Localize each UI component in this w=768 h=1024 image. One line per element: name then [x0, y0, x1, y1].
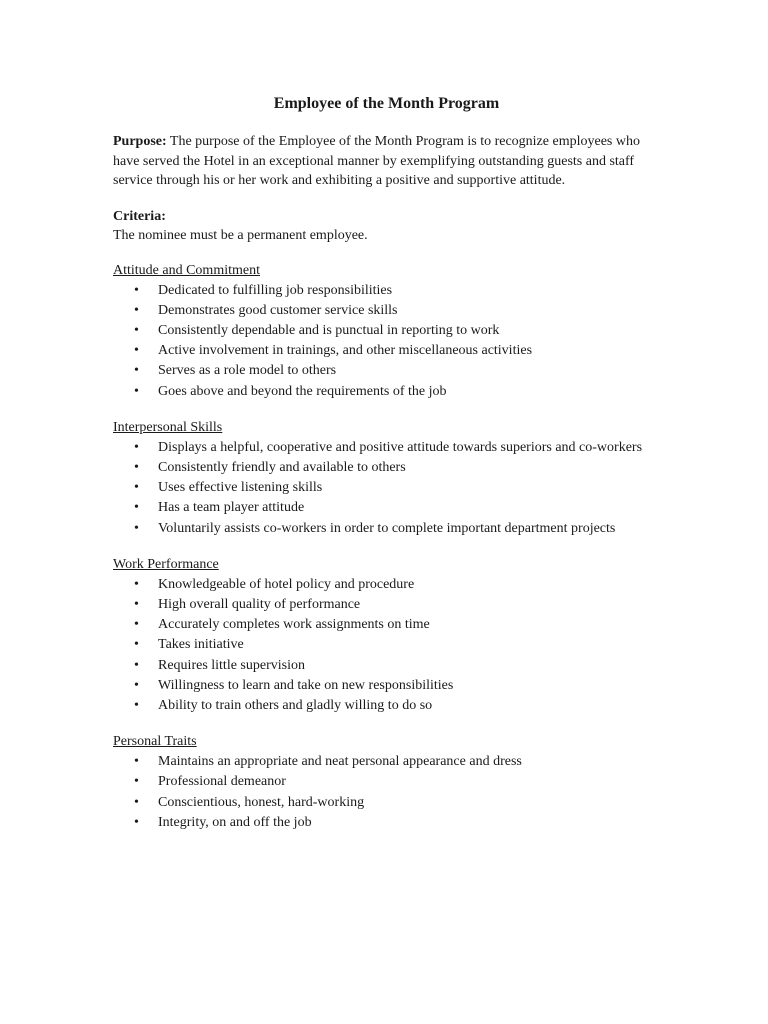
bullet-list	[113, 281, 658, 402]
list-item	[113, 595, 658, 615]
bullet-icon: •	[134, 576, 139, 592]
list-item-text: Dedicated to fulfilling job responsibilities	[158, 282, 393, 298]
list-item-text: Consistently friendly and available to others	[158, 459, 406, 475]
section-heading: Work Performance	[113, 556, 219, 572]
bullet-list	[113, 575, 658, 716]
list-item	[113, 281, 658, 301]
list-item	[113, 321, 658, 341]
list-item	[113, 615, 658, 635]
bullet-icon: •	[134, 520, 139, 536]
criteria-label: Criteria:	[113, 208, 166, 224]
list-item	[113, 696, 658, 716]
bullet-icon: •	[134, 754, 139, 770]
list-item	[113, 813, 658, 833]
bullet-icon: •	[134, 617, 139, 633]
purpose-text: The purpose of the Employee of the Month Program is to recognize employees who have served the Hotel in an exceptional manner by exemplifying outstanding guests and staff service through his or her work and exhibiting a positive and supportive attitude.	[113, 134, 640, 188]
bullet-icon: •	[134, 794, 139, 810]
section-interpersonal-skills	[113, 418, 658, 539]
list-item-text: Demonstrates good customer service skills	[158, 302, 398, 318]
section-work-performance	[113, 555, 658, 716]
list-item	[113, 301, 658, 321]
list-item	[113, 575, 658, 595]
list-item-text: Goes above and beyond the requirements of the job	[158, 383, 447, 399]
section-attitude-and-commitment	[113, 261, 658, 402]
list-item	[113, 635, 658, 655]
bullet-icon: •	[134, 637, 139, 653]
bullet-icon: •	[134, 677, 139, 693]
list-item-text: Takes initiative	[158, 637, 244, 653]
bullet-icon: •	[134, 596, 139, 612]
list-item-text: Maintains an appropriate and neat personal appearance and dress	[158, 754, 522, 770]
list-item-text: Consistently dependable and is punctual in reporting to work	[158, 322, 500, 338]
bullet-icon: •	[134, 657, 139, 673]
list-item	[113, 341, 658, 361]
purpose-label: Purpose:	[113, 134, 167, 149]
list-item	[113, 793, 658, 813]
list-item-text: Integrity, on and off the job	[158, 814, 312, 830]
list-item-text: High overall quality of performance	[158, 596, 361, 612]
list-item	[113, 478, 658, 498]
list-item-text: Accurately completes work assignments on time	[158, 617, 430, 633]
list-item-text: Uses effective listening skills	[158, 480, 323, 496]
bullet-icon: •	[134, 697, 139, 713]
bullet-icon: •	[134, 322, 139, 338]
list-item-text: Conscientious, honest, hard-working	[158, 794, 365, 810]
list-item-text: Active involvement in trainings, and other miscellaneous activities	[158, 343, 533, 359]
purpose-paragraph	[113, 132, 658, 191]
bullet-icon: •	[134, 480, 139, 496]
bullet-icon: •	[134, 383, 139, 399]
bullet-icon: •	[134, 814, 139, 830]
list-item-text: Ability to train others and gladly willing to do so	[158, 697, 433, 713]
list-item-text: Has a team player attitude	[158, 500, 305, 516]
list-item-text: Willingness to learn and take on new responsibilities	[158, 677, 454, 693]
bullet-icon: •	[134, 363, 139, 379]
bullet-icon: •	[134, 302, 139, 318]
list-item	[113, 752, 658, 772]
list-item	[113, 656, 658, 676]
bullet-icon: •	[134, 282, 139, 298]
bullet-icon: •	[134, 343, 139, 359]
document-title: Employee of the Month Program	[273, 95, 500, 112]
criteria-text: The nominee must be a permanent employee.	[113, 227, 368, 243]
list-item	[113, 458, 658, 478]
list-item-text: Requires little supervision	[158, 657, 305, 673]
list-item	[113, 772, 658, 792]
bullet-list	[113, 752, 658, 833]
bullet-icon: •	[134, 500, 139, 516]
list-item	[113, 498, 658, 518]
bullet-icon: •	[134, 439, 139, 455]
bullet-list	[113, 438, 658, 539]
section-heading: Interpersonal Skills	[113, 419, 223, 435]
list-item-text: Professional demeanor	[158, 774, 286, 790]
list-item-text: Knowledgeable of hotel policy and procedure	[158, 576, 415, 592]
bullet-icon: •	[134, 459, 139, 475]
list-item	[113, 676, 658, 696]
section-personal-traits	[113, 732, 658, 833]
section-heading: Attitude and Commitment	[113, 262, 260, 278]
list-item	[113, 361, 658, 381]
list-item-text: Serves as a role model to others	[158, 363, 337, 379]
list-item	[113, 382, 658, 402]
section-heading: Personal Traits	[113, 734, 197, 750]
list-item	[113, 519, 658, 539]
list-item	[113, 438, 658, 458]
list-item-text: Displays a helpful, cooperative and positive attitude towards superiors and co-workers	[158, 439, 643, 455]
bullet-icon: •	[134, 774, 139, 790]
list-item-text: Voluntarily assists co-workers in order to complete important department projects	[158, 520, 616, 536]
